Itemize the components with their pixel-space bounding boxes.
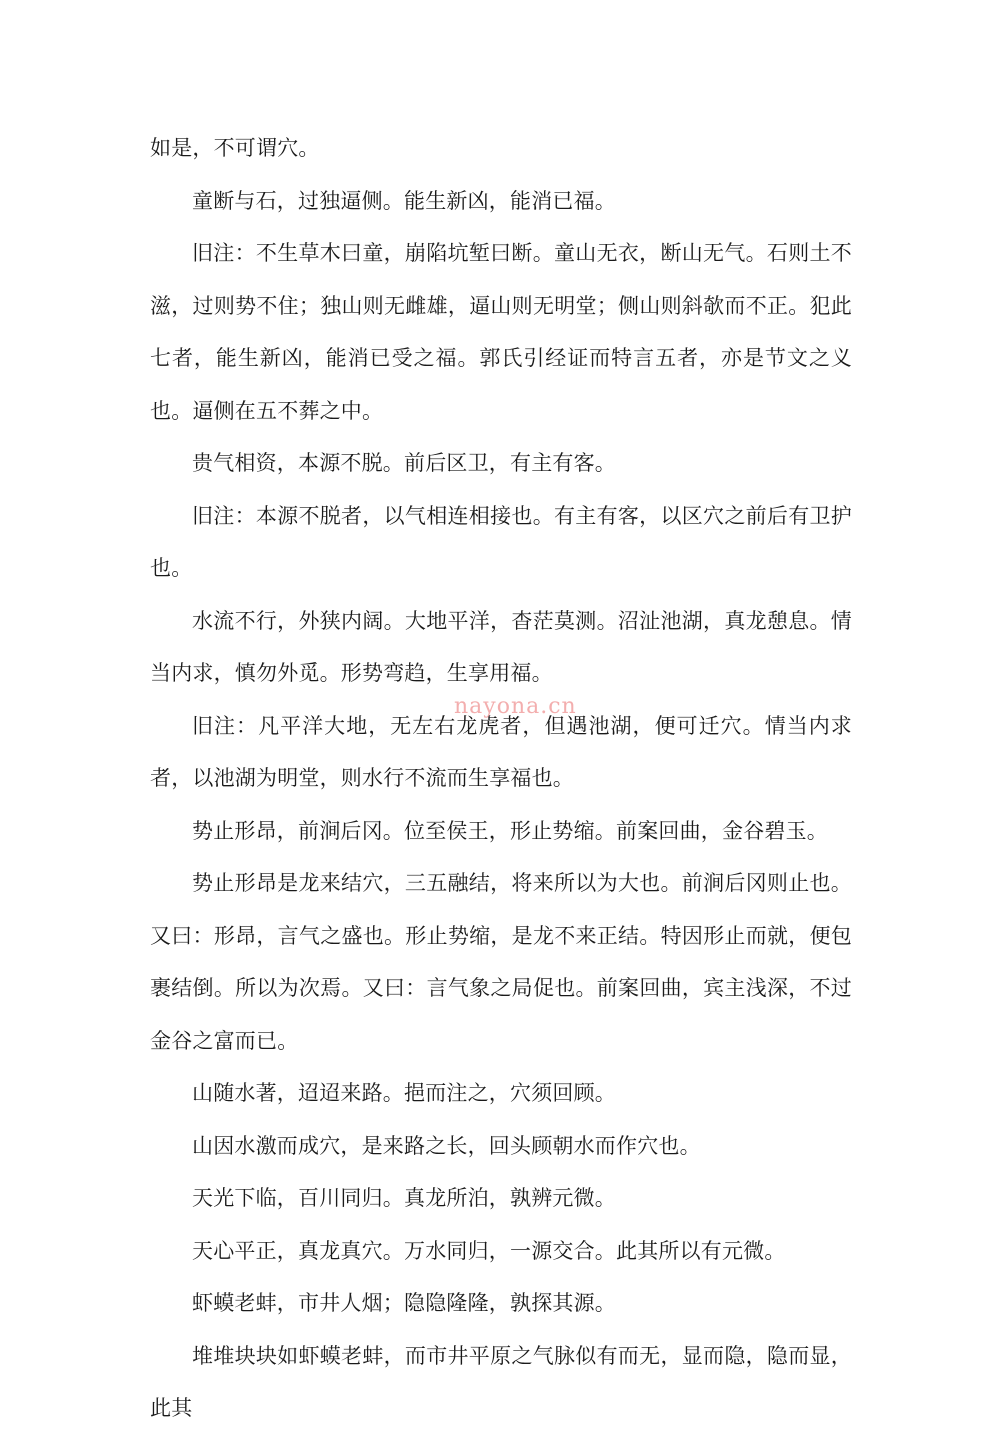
paragraph: 虾蟆老蚌，市井人烟；隐隐隆隆，孰探其源。 (192, 1291, 616, 1315)
paragraph: 水流不行，外狭内阔。大地平洋，杳茫莫测。沼沚池湖，真龙憩息。情当内求，慎勿外觅。形势弯趋，生享用福。 (150, 608, 852, 685)
paragraph: 天光下临，百川同归。真龙所泊，孰辨元微。 (192, 1186, 616, 1210)
document-body (150, 122, 852, 1435)
paragraph: 旧注：不生草木曰童，崩陷坑堑曰断。童山无衣，断山无气。石则土不滋，过则势不住；独山则无雌雄，逼山则无明堂；侧山则斜欹而不正。犯此七者，能生新凶，能消已受之福。郭氏引经证而特言五者，亦是节文之义也。逼侧在五不葬之中。 (150, 241, 852, 423)
paragraph: 山随水著，迢迢来路。挹而注之，穴须回顾。 (192, 1081, 616, 1105)
paragraph: 堆堆块块如虾蟆老蚌，而市井平原之气脉似有而无，显而隐，隐而显，此其 (150, 1343, 852, 1420)
paragraph: 势止形昂是龙来结穴，三五融结，将来所以为大也。前涧后冈则止也。又曰：形昂，言气之盛也。形止势缩，是龙不来正结。特因形止而就，便包裹结倒。所以为次焉。又曰：言气象之局促也。前案回曲，宾主浅深，不过金谷之富而已。 (150, 871, 852, 1053)
paragraph: 山因水激而成穴，是来路之长，回头顾朝水而作穴也。 (192, 1133, 701, 1158)
watermark: nayona.cn (454, 694, 577, 719)
paragraph: 天心平正，真龙真穴。万水同归，一源交合。此其所以有元微。 (192, 1238, 786, 1263)
paragraph: 旧注：凡平洋大地，无左右龙虎者，但遇池湖，便可迁穴。情当内求者，以池湖为明堂，则水行不流而生享福也。 (150, 713, 852, 790)
paragraph: 旧注：本源不脱者，以气相连相接也。有主有客，以区穴之前后有卫护也。 (150, 503, 852, 580)
paragraph: 贵气相资，本源不脱。前后区卫，有主有客。 (192, 451, 616, 475)
paragraph: 势止形昂，前涧后冈。位至侯王，形止势缩。前案回曲，金谷碧玉。 (192, 818, 828, 843)
paragraph: 童断与石，过独逼侧。能生新凶，能消已福。 (192, 188, 616, 213)
paragraph: 如是，不可谓穴。 (150, 136, 320, 160)
